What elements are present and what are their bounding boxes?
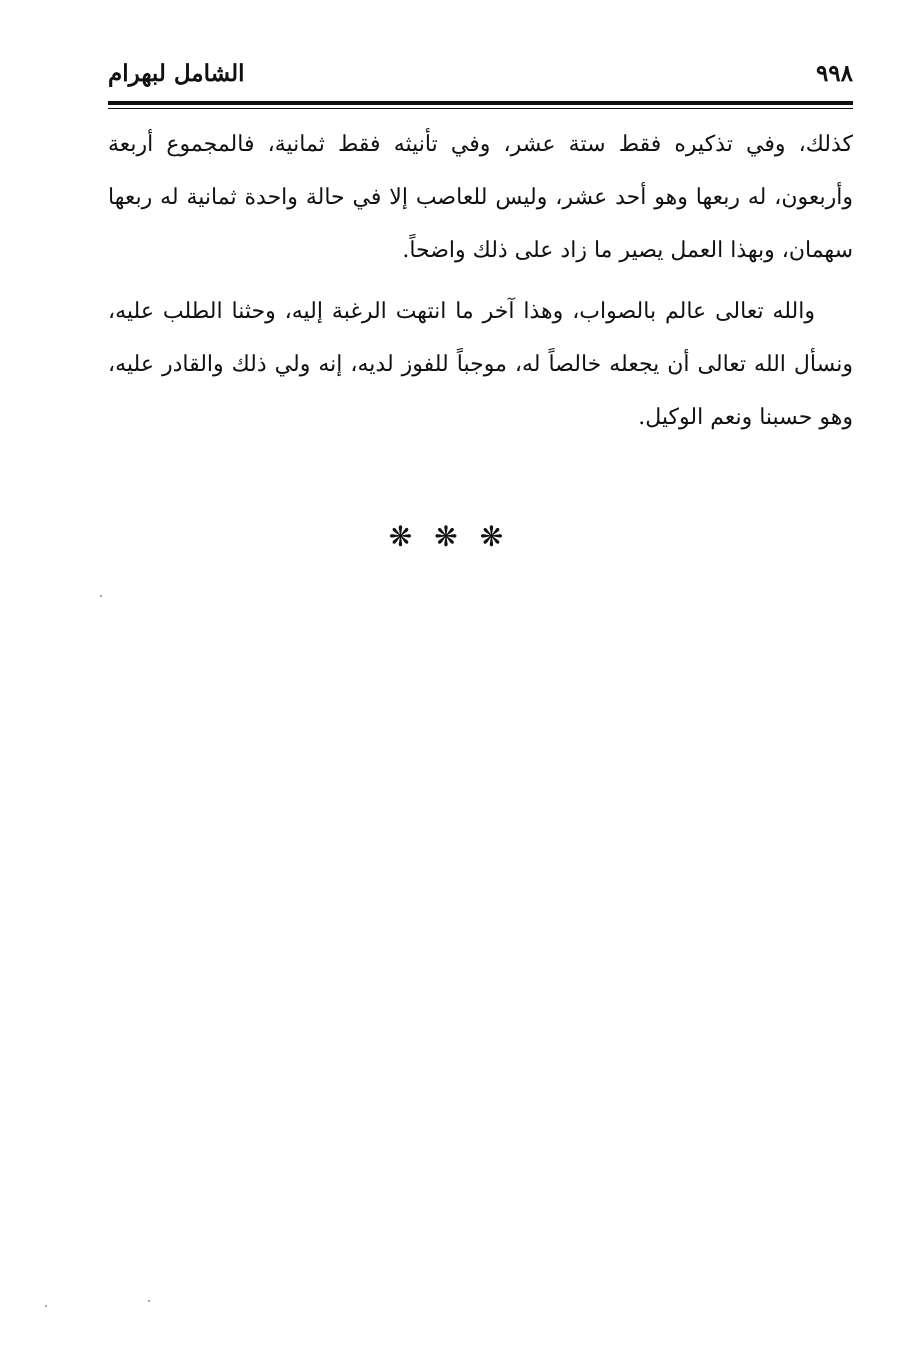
scan-speck: [148, 1300, 150, 1302]
paragraph-2: والله تعالى عالم بالصواب، وهذا آخر ما انتهت الرغبة إليه، وحثنا الطلب عليه، ونسأل الله تعالى أن يجعله خالصاً له، موجباً للفوز لديه، إنه ولي ذلك والقادر عليه، وهو حسبنا ونعم الوكيل.: [108, 299, 853, 430]
section-end-ornament: ❋❋❋: [388, 520, 526, 553]
book-title: الشامل لبهرام: [108, 60, 245, 87]
page-number: ٩٩٨: [815, 60, 853, 87]
paragraph-1: كذلك، وفي تذكيره فقط ستة عشر، وفي تأنيثه فقط ثمانية، فالمجموع أربعة وأربعون، له ربعها وهو أحد عشر، وليس للعاصب إلا في حالة واحدة ثمانية له ربعها سهمان، وبهذا العمل يصير ما زاد على ذلك واضحاً.: [108, 132, 853, 263]
header-rule-thick: [108, 101, 853, 105]
scan-speck: [45, 1305, 47, 1307]
scan-speck: [100, 595, 102, 597]
body-text: [108, 118, 853, 444]
running-header: [108, 58, 853, 98]
header-rule-thin: [108, 108, 853, 109]
